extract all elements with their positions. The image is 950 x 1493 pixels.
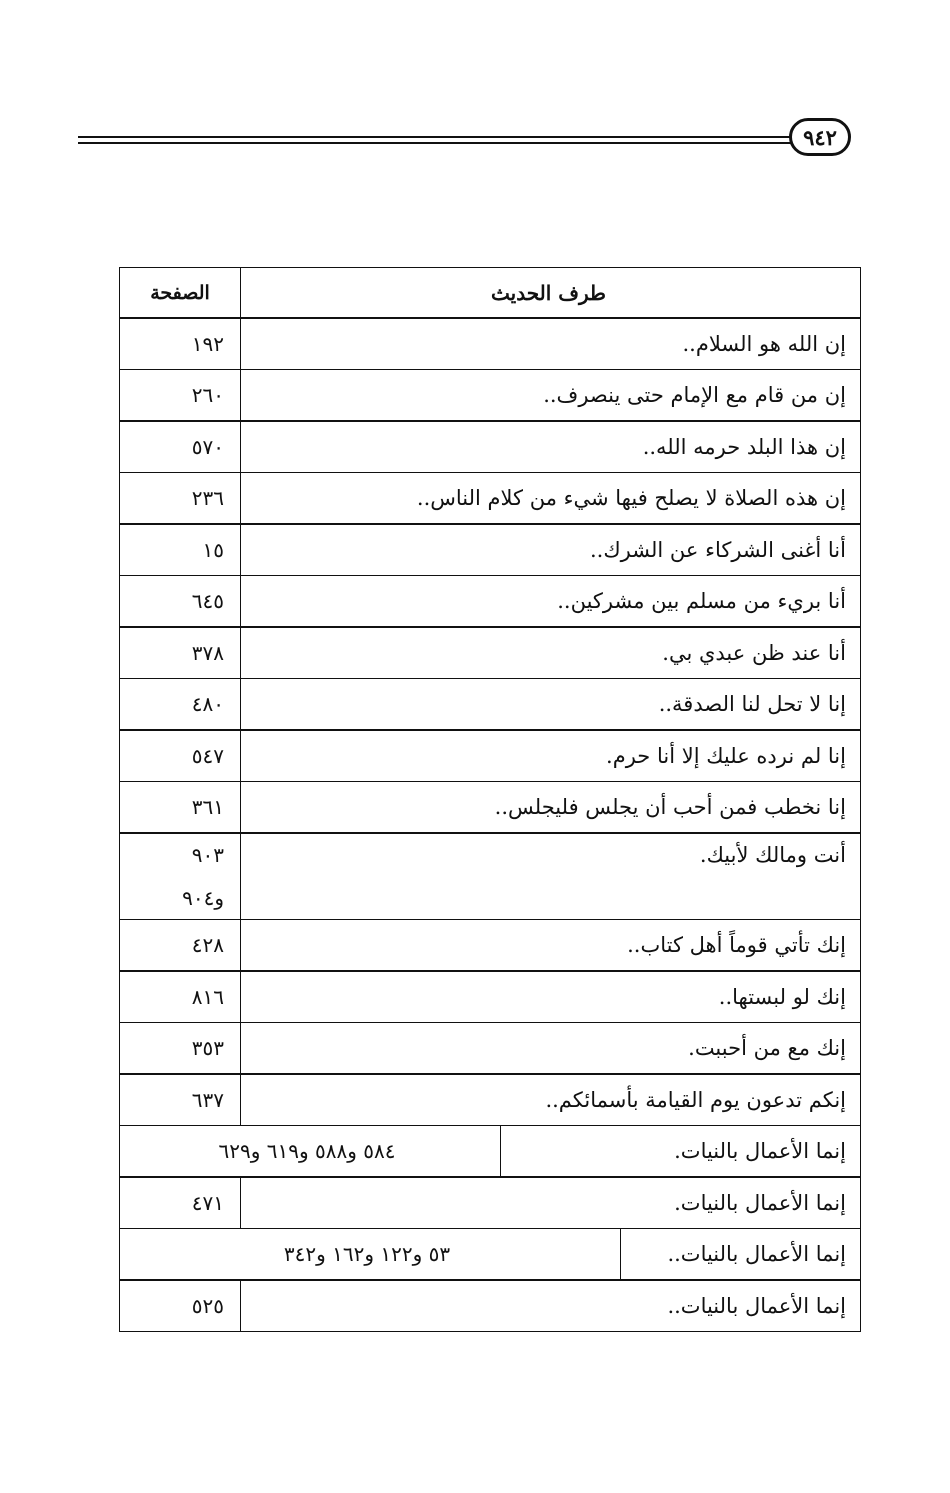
page-ref-line: ٩٠٣ — [191, 842, 224, 867]
page-ref-line: و٩٠٤ — [182, 885, 224, 910]
table-row — [119, 678, 861, 731]
page-ref: ١٥ — [202, 537, 224, 562]
hadith-text: إنا لم نرده عليك إلا أنا حرم. — [240, 730, 860, 781]
table-row — [119, 1228, 861, 1281]
hadith-text: إن هذا البلد حرمه الله.. — [240, 421, 860, 472]
page-ref: ٦٤٥ — [191, 589, 224, 613]
hadith-text: إنما الأعمال بالنيات. — [500, 1126, 860, 1177]
page-ref: ٤٨٠ — [191, 692, 224, 716]
hadith-text: إنك لو لبستها.. — [240, 971, 860, 1022]
hadith-text: إن الله هو السلام.. — [240, 318, 860, 369]
page-ref: ٣٧٨ — [191, 640, 224, 665]
table-row — [119, 472, 861, 525]
page-ref: ٥٤٧ — [191, 743, 224, 768]
page-ref: ٣٦١ — [191, 795, 224, 819]
table-row — [119, 369, 861, 422]
page-ref: ٦٣٧ — [191, 1087, 224, 1112]
hadith-text: إنكم تدعون يوم القيامة بأسمائكم.. — [240, 1074, 860, 1125]
hadith-index-table — [119, 268, 861, 1332]
hadith-text: إنما الأعمال بالنيات. — [240, 1177, 860, 1228]
hadith-text: إنك تأتي قوماً أهل كتاب.. — [240, 920, 860, 971]
table-row — [119, 1125, 861, 1178]
table-row — [119, 832, 861, 920]
table-header-row — [119, 267, 861, 319]
table-row — [119, 575, 861, 628]
hadith-text: إنا لا تحل لنا الصدقة.. — [240, 679, 860, 730]
hadith-text: إنك مع من أحببت. — [240, 1023, 860, 1074]
table-row — [119, 626, 861, 679]
page-ref: ٥٣ و١٢٢ و١٦٢ و٣٤٢ — [283, 1242, 451, 1266]
hadith-text: أنت ومالك لأبيك. — [240, 833, 860, 919]
page-ref: ١٩٢ — [191, 331, 224, 356]
page-number: ٩٤٢ — [789, 118, 851, 156]
table-row — [119, 317, 861, 370]
hadith-text: أنا عند ظن عبدي بي. — [240, 627, 860, 678]
hadith-text: أنا أغنى الشركاء عن الشرك.. — [240, 524, 860, 575]
hadith-text: إنما الأعمال بالنيات.. — [620, 1229, 860, 1280]
table-row — [119, 523, 861, 576]
page-ref: ٢٣٦ — [191, 486, 224, 510]
column-header-hadith: طرف الحديث — [240, 268, 860, 318]
table-row — [119, 919, 861, 972]
page-ref: ٢٦٠ — [191, 383, 224, 407]
hadith-text: أنا بريء من مسلم بين مشركين.. — [240, 576, 860, 627]
table-row — [119, 420, 861, 473]
header-rule-bottom — [78, 142, 794, 144]
table-row — [119, 1279, 861, 1332]
table-row — [119, 970, 861, 1023]
hadith-text: إنما الأعمال بالنيات.. — [240, 1280, 860, 1331]
table-row — [119, 1176, 861, 1229]
column-header-page: الصفحة — [150, 281, 210, 304]
table-row — [119, 1073, 861, 1126]
hadith-text: إن هذه الصلاة لا يصلح فيها شيء من كلام الناس.. — [240, 473, 860, 524]
page-ref: ٥٢٥ — [191, 1293, 224, 1318]
page-ref — [120, 833, 240, 919]
table-row — [119, 729, 861, 782]
page-ref: ٨١٦ — [191, 984, 224, 1009]
page-ref: ٥٨٤ و٥٨٨ و٦١٩ و٦٢٩ — [218, 1139, 396, 1163]
table-row — [119, 1022, 861, 1075]
page-ref: ٤٢٨ — [191, 933, 224, 957]
page-ref: ٤٧١ — [191, 1190, 224, 1215]
table-row — [119, 781, 861, 834]
hadith-text: إنا نخطب فمن أحب أن يجلس فليجلس.. — [240, 782, 860, 833]
page-ref: ٣٥٣ — [191, 1036, 224, 1060]
hadith-text: إن من قام مع الإمام حتى ينصرف.. — [240, 370, 860, 421]
header-rule-top — [78, 136, 794, 138]
page-ref: ٥٧٠ — [191, 434, 224, 459]
